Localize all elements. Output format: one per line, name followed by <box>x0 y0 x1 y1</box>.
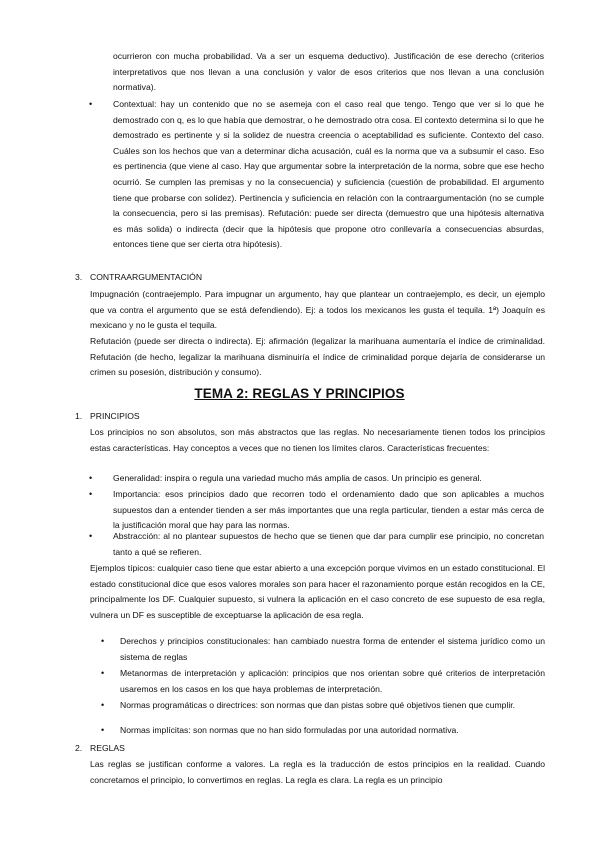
principios-intro: Los principios no son absolutos, son más abstractos que las reglas. No necesariamente tienen todos los principios estas características. Hay conceptos a veces que no tienen los límites claros. Características frecuentes: <box>90 427 545 453</box>
contextual-bullet-text: Contextual: hay un contenido que no se asemeja con el caso real que tengo. Tengo que ver si lo que he demostrado con q, es lo que había que demostrar, o he demostrado otra cosa. El contexto determina si lo que he demostrado es pertinente y si la solidez de nuestra creencia o aceptabilidad es suficiente. Contexto del caso. Cuáles son los hechos que van a determinar dicha acusación, cuál es la norma que va a subsumir el caso. Eso es pertinencia (que viene al caso. Hay que argumentar sobre la interpretación de la norma, sobre que ese hecho ocurrió. Se cumplen las premisas y no la consecuencia) y suficiencia (cuestión de probabilidad. El argumento tiene que probarse con solidez). Pertinencia y suficiencia en relación con la contraargumentación (no se cumple la consecuencia, pero si las premisas). Refutación: puede ser directa (demuestro que una hipótesis alternativa es más solida) o indirecta (decir que la hipótesis que propone otro conllevaría a consecuencias absurdas, entonces tiene que ser cierta otra hipótesis). <box>113 99 544 250</box>
intro-paragraph: ocurrieron con mucha probabilidad. Va a ser un esquema deductivo). Justificación de ese derecho (criterios interpretativos que nos llevan a una conclusión y valor de esos criterios que nos llevan a una conclusión normativa). <box>113 51 544 93</box>
principios-number: 1. <box>75 411 83 421</box>
section-3-number: 3. <box>75 272 83 282</box>
principios-heading: PRINCIPIOS <box>90 411 140 421</box>
principios-item: Abstracción: al no plantear supuestos de hecho que se tienen que dar para cumplir ese principio, no concretan tanto a qué se refieren. <box>113 531 544 557</box>
principios-sub-item: Metanormas de interpretación y aplicación: principios que nos orientan sobre qué criterios de interpretación usaremos en los casos en los que haya problemas de interpretación. <box>120 668 545 694</box>
ejemplos-paragraph: Ejemplos típicos: cualquier caso tiene que estar abierto a una excepción porque vivimos en un estado constitucional. El estado constitucional dice que esos valores morales son para hacer el razonamiento porque están recogidos en la CE, principalmente los DF. Cualquier supuesto, si vulnera la aplicación en el caso concreto de ese supuesto de esa regla, vulnera un DF es susceptible de exceptuarse la aplicación de esa regla. <box>90 563 545 620</box>
principios-item: Generalidad: inspira o regula una variedad mucho más amplia de casos. Un principio es general. <box>113 473 482 483</box>
principios-sub-item: Normas programáticas o directrices: son normas que dan pistas sobre qué objetivos tienen que cumplir. <box>120 700 516 710</box>
tema-title: TEMA 2: REGLAS Y PRINCIPIOS <box>194 386 405 401</box>
bullet-icon: • <box>89 531 93 541</box>
impugnacion-paragraph: Impugnación (contraejemplo. Para impugnar un argumento, hay que plantear un contraejemplo, es decir, un ejemplo que va contra el argumento que se está defendiendo). Ej: a todos los mexicanos les gusta el tequila. 1ª) Joaquín es mexicano y no le gusta el tequila. <box>90 289 545 331</box>
reglas-number: 2. <box>75 743 83 753</box>
section-3-heading: CONTRAARGUMENTACIÓN <box>90 272 203 282</box>
bullet-icon: • <box>89 473 93 483</box>
reglas-paragraph: Las reglas se justifican conforme a valores. La regla es la traducción de estos principios en la realidad. Cuando concretamos el principio, lo convertimos en reglas. La regla es clara. La regla es un principio <box>90 759 545 785</box>
bullet-icon: • <box>101 700 105 710</box>
bullet-icon: • <box>101 725 105 735</box>
principios-sub-item: Derechos y principios constitucionales: han cambiado nuestra forma de entender el sistema jurídico como un sistema de reglas <box>120 636 545 662</box>
bullet-icon: • <box>89 99 93 109</box>
bullet-icon: • <box>101 668 105 678</box>
refutacion-paragraph: Refutación (puede ser directa o indirecta). Ej: afirmación (legalizar la marihuana aumentaría el índice de criminalidad. Refutación (de hecho, legalizar la marihuana disminuiría el índice de criminalidad porque dejaría de considerarse un crimen su posesión, distribución y consumo). <box>90 336 545 378</box>
reglas-heading: REGLAS <box>90 743 125 753</box>
principios-sub-item: Normas implícitas: son normas que no han sido formuladas por una autoridad normativa. <box>120 725 459 735</box>
bullet-icon: • <box>89 489 93 499</box>
bullet-icon: • <box>101 636 105 646</box>
principios-item: Importancia: esos principios dado que recorren todo el ordenamiento dado que son aplicables a muchos supuestos dan a entender tienden a ser más importantes que una regla particular, tienden a estar más cerca de la justificación moral que hay para las normas. <box>113 489 544 531</box>
